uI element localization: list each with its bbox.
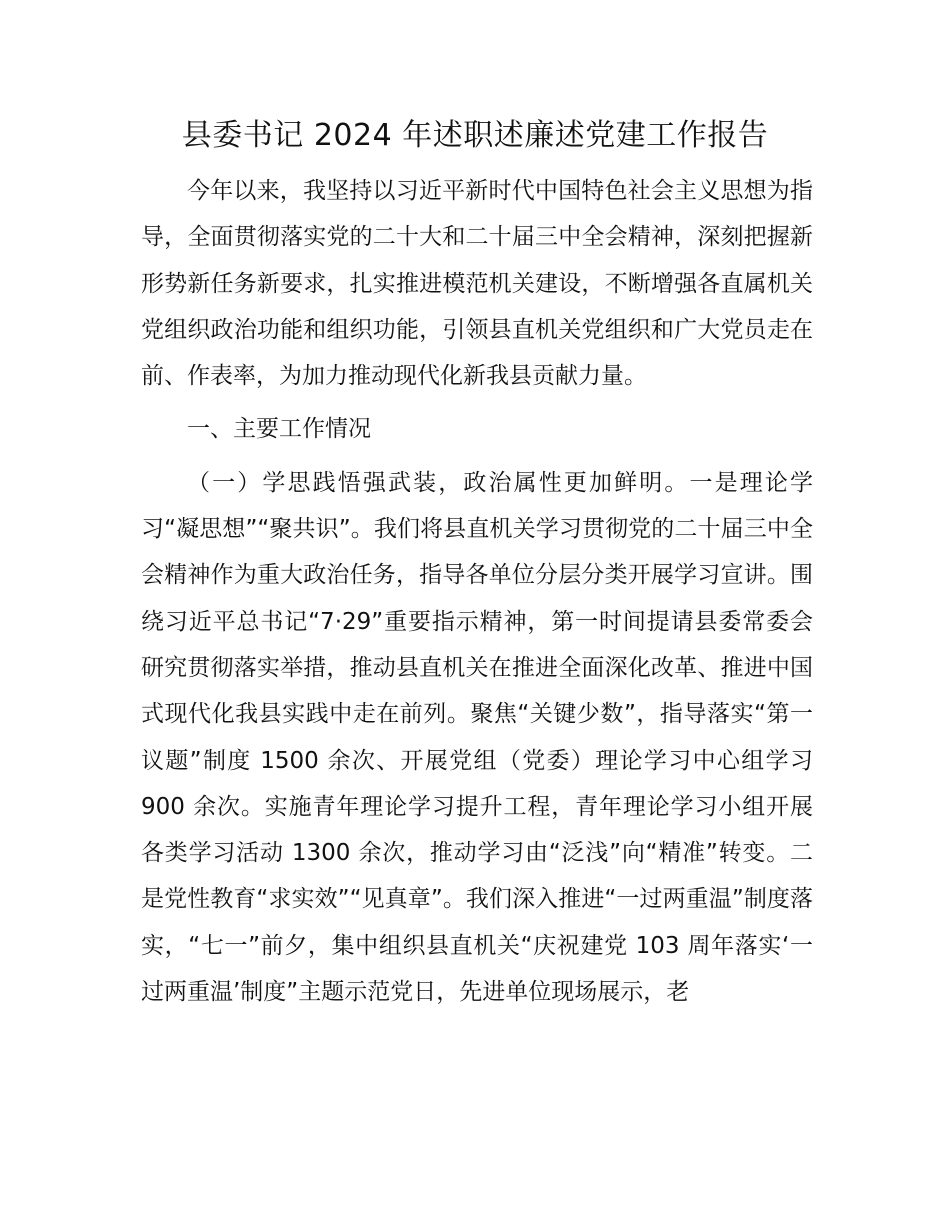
document-body — [141, 168, 813, 1015]
section-paragraph: （一）学思践悟强武装，政治属性更加鲜明。一是理论学习“凝思想”“聚共识”。我们将县直机关学习贯彻党的二十届三中全会精神作为重大政治任务，指导各单位分层分类开展学习宣讲。围绕习近平总书记“7·29”重要指示精神，第一时间提请县委常委会研究贯彻落实举措，推动县直机关在推进全面深化改革、推进中国式现代化我县实践中走在前列。聚焦“关键少数”，指导落实“第一议题”制度 1500 余次、开展党组（党委）理论学习中心组学习 900 余次。实施青年理论学习提升工程，青年理论学习小组开展各类学习活动 1300 余次，推动学习由“泛浅”向“精准”转变。二是党性教育“求实效”“见真章”。我们深入推进“一过两重温”制度落实，“七一”前夕，集中组织县直机关“庆祝建党 103 周年落实‘一过两重温’制度”主题示范党日，先进单位现场展示，老 — [141, 469, 813, 1006]
section-heading: 一、主要工作情况 — [187, 416, 371, 443]
intro-paragraph: 今年以来，我坚持以习近平新时代中国特色社会主义思想为指导，全面贯彻落实党的二十大和二十届三中全会精神，深刻把握新形势新任务新要求，扎实推进模范机关建设，不断增强各直属机关党组织政治功能和组织功能，引领县直机关党组织和广大党员走在前、作表率，为加力推动现代化新我县贡献力量。 — [141, 178, 813, 390]
document-title: 县委书记 2024 年述职述廉述党建工作报告 — [181, 118, 769, 153]
